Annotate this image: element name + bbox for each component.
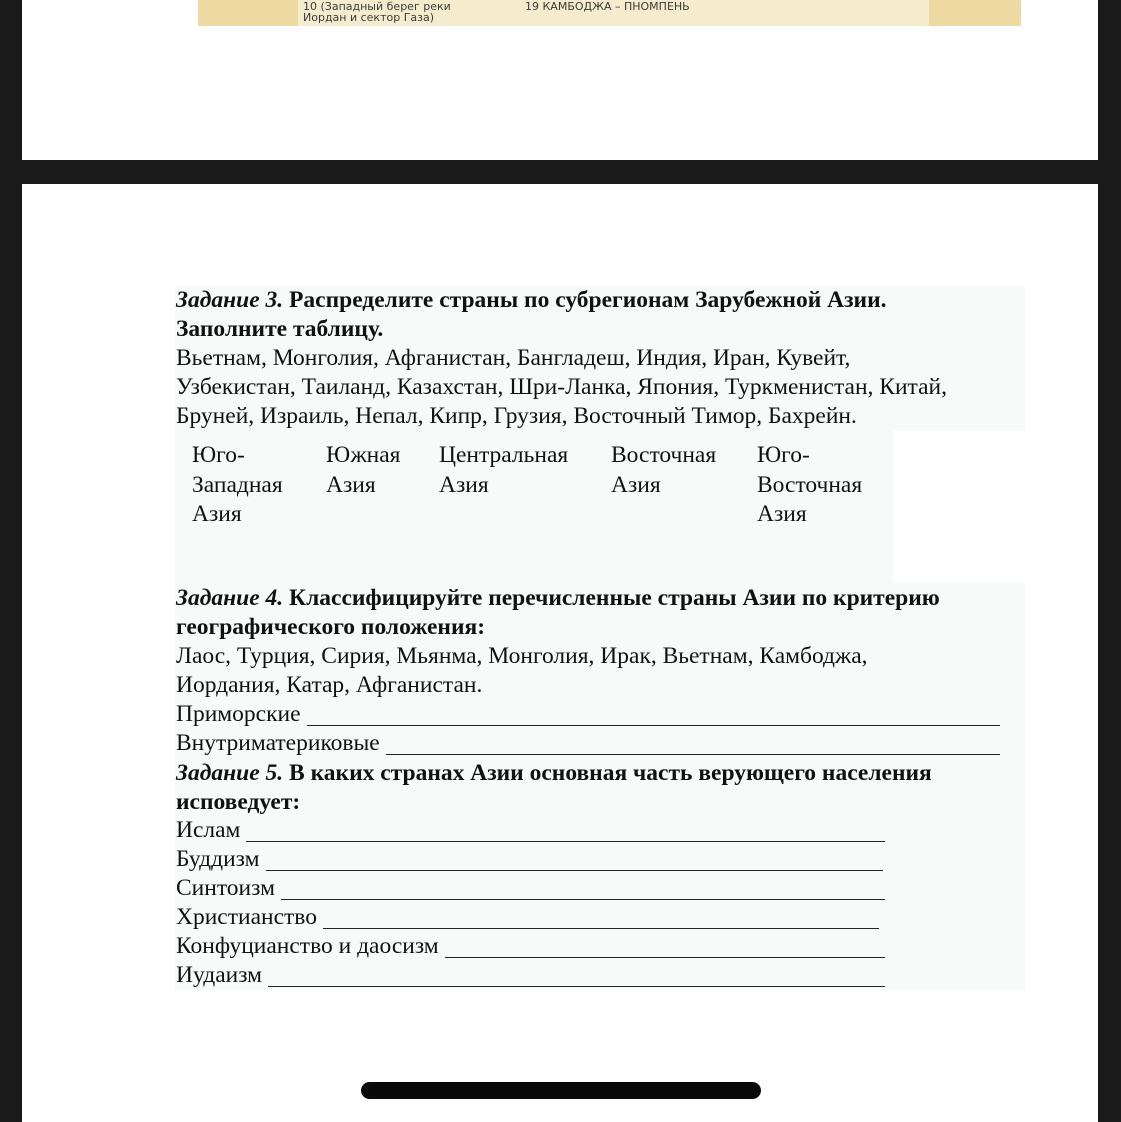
answer-label-coastal: Приморские xyxy=(176,701,301,727)
task3-countries-line1: Вьетнам, Монголия, Афганистан, Бангладеш, Индия, Иран, Кувейт, xyxy=(176,345,851,371)
table-header-central-asia: Центральная Азия xyxy=(439,442,569,498)
answer-blank-inland[interactable] xyxy=(386,754,1000,755)
task5-heading xyxy=(176,759,932,788)
task3-title-cont: Заполните таблицу. xyxy=(176,316,384,342)
table-header-southwest-asia: Юго- Западная Азия xyxy=(192,442,283,527)
task4-title: Классифицируйте перечисленные страны Азии по критерию xyxy=(283,585,940,611)
answer-blank-confucianism[interactable] xyxy=(445,957,885,958)
answer-label-buddhism: Буддизм xyxy=(176,846,260,872)
answer-row-coastal xyxy=(176,700,1000,729)
map-tan-area-right xyxy=(929,0,1021,26)
task4-number: Задание 4. xyxy=(176,585,284,611)
map-legend-item-19: 19 КАМБОДЖА – ПНОМПЕНЬ xyxy=(525,0,690,13)
task3-title: Распределите страны по субрегионам Зарубежной Азии. xyxy=(283,287,887,313)
answer-row-judaism xyxy=(176,961,885,990)
task5-title-cont: исповедует: xyxy=(176,789,301,815)
answer-label-christianity: Христианство xyxy=(176,904,317,930)
task3-number: Задание 3. xyxy=(176,287,284,313)
answer-blank-buddhism[interactable] xyxy=(266,870,884,871)
answer-row-shinto xyxy=(176,874,885,903)
task4-countries-line1: Лаос, Турция, Сирия, Мьянма, Монголия, Ирак, Вьетнам, Камбоджа, xyxy=(176,643,868,669)
map-tan-area-left xyxy=(198,0,298,26)
task4-countries-line2: Иордания, Катар, Афганистан. xyxy=(176,672,483,698)
task4-heading xyxy=(176,584,940,613)
task3-countries-line2: Узбекистан, Таиланд, Казахстан, Шри-Ланка, Япония, Туркменистан, Китай, xyxy=(176,374,947,400)
answer-blank-shinto[interactable] xyxy=(281,899,885,900)
answer-blank-coastal[interactable] xyxy=(307,725,1000,726)
task3-heading xyxy=(176,286,887,315)
answer-row-christianity xyxy=(176,903,879,932)
answer-blank-islam[interactable] xyxy=(246,841,885,842)
answer-row-inland xyxy=(176,729,1000,758)
table-header-southeast-asia: Юго- Восточная Азия xyxy=(757,442,863,527)
task3-countries-line3: Бруней, Израиль, Непал, Кипр, Грузия, Восточный Тимор, Бахрейн. xyxy=(176,403,857,429)
answer-row-buddhism xyxy=(176,845,883,874)
task5-number: Задание 5. xyxy=(176,760,284,786)
home-indicator[interactable] xyxy=(361,1082,761,1099)
answer-blank-christianity[interactable] xyxy=(323,928,879,929)
answer-row-confucianism xyxy=(176,932,885,961)
answer-label-judaism: Иудаизм xyxy=(176,962,263,988)
answer-label-shinto: Синтоизм xyxy=(176,875,275,901)
task5-title: В каких странах Азии основная часть верующего населения xyxy=(283,760,932,786)
answer-label-confucianism: Конфуцианство и даосизм xyxy=(176,933,439,959)
answer-label-inland: Внутриматериковые xyxy=(176,730,380,756)
map-legend-item-10: 10 (Западный берег реки Иордан и сектор Газа) xyxy=(303,0,451,24)
answer-label-islam: Ислам xyxy=(176,817,241,843)
answer-row-islam xyxy=(176,816,885,845)
table-header-south-asia: Южная Азия xyxy=(326,442,401,498)
task4-title-cont: географического положения: xyxy=(176,614,486,640)
answer-blank-judaism[interactable] xyxy=(268,986,885,987)
table-header-east-asia: Восточная Азия xyxy=(611,442,717,498)
